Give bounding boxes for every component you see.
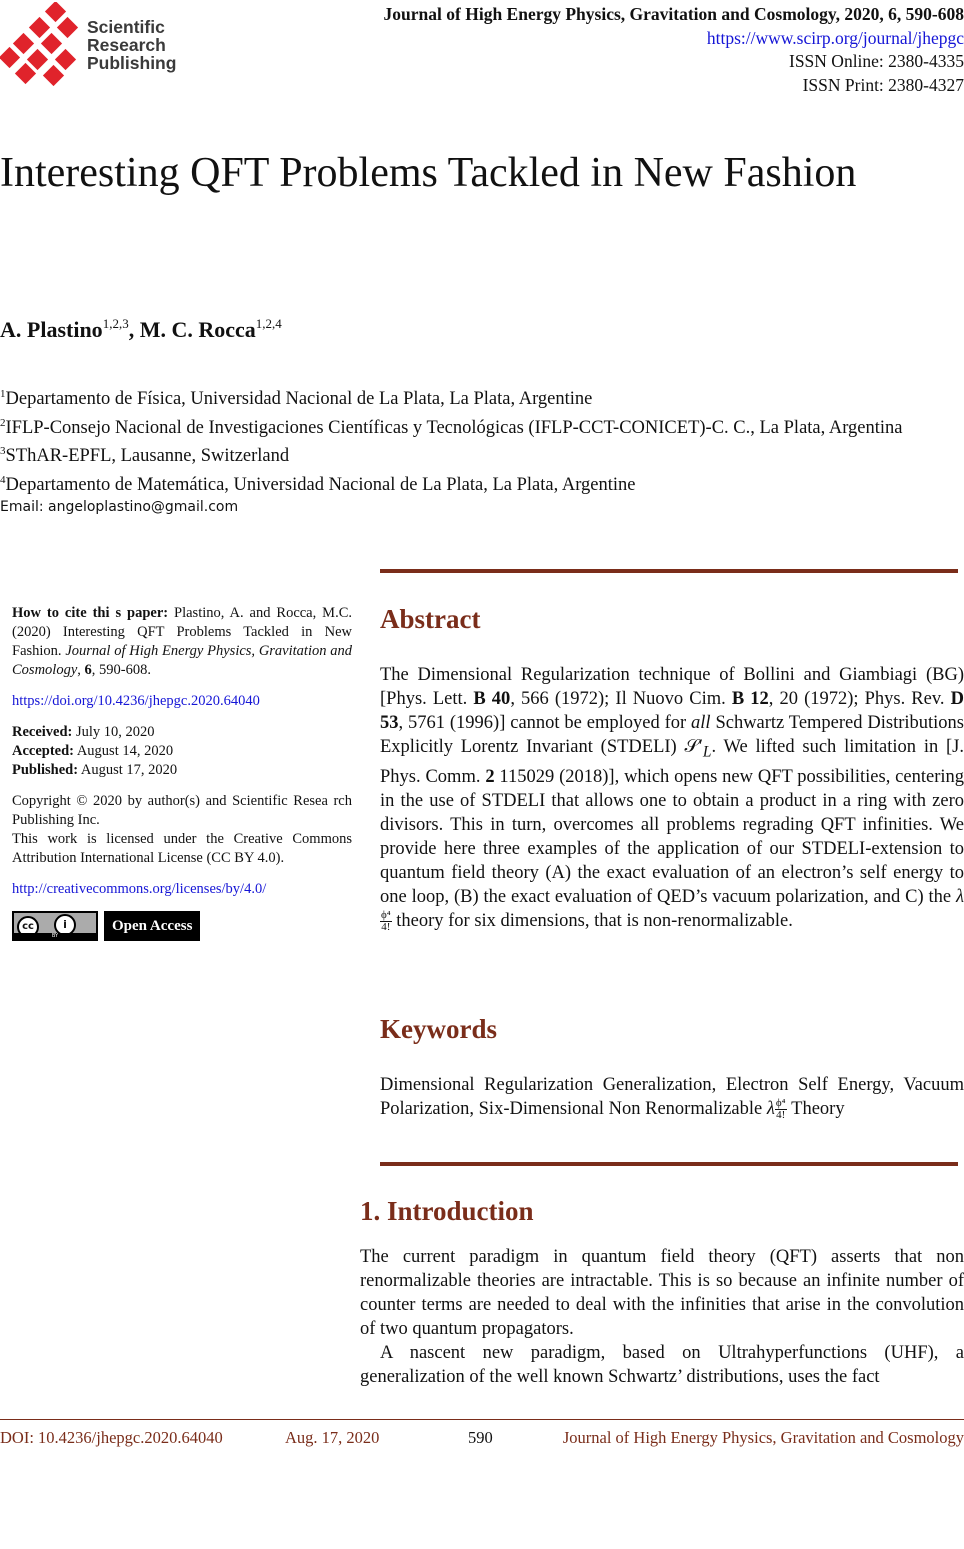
abstract-text: , 20 (1972); Phys. Rev. <box>768 689 951 709</box>
citation-block <box>12 604 352 680</box>
affiliation-text: Departamento de Matemática, Universidad Nacional de La Plata, La Plata, Argentine <box>5 474 636 495</box>
cite-volume: 6 <box>84 662 92 678</box>
keywords-body <box>380 1073 964 1121</box>
page-number: 590 <box>468 1428 493 1447</box>
abstract-text: theory for six dimensions, that is non-renormalizable. <box>391 910 793 931</box>
attribution-icon: i <box>54 914 76 936</box>
affiliations <box>0 383 964 517</box>
author-name: A. Plastino <box>0 317 103 342</box>
abstract-ref-volume: D 53 <box>380 689 964 733</box>
fraction-denominator: 4! <box>776 1109 786 1122</box>
math-fraction <box>775 1098 787 1121</box>
sidebar <box>12 604 352 941</box>
keywords-text: Dimensional Regularization Generalization, Electron Self Energy, Vacuum Polarization, Six-Dimensional Non Renormalizable <box>380 1075 964 1119</box>
accepted-date: August 14, 2020 <box>74 743 174 759</box>
introduction-body <box>360 1245 964 1389</box>
received-date: July 10, 2020 <box>72 724 155 740</box>
abstract-ref-volume: B 40 <box>473 689 511 709</box>
publisher-name-line1: Scientific <box>87 17 165 37</box>
journal-header <box>384 3 964 97</box>
published-label: Published: <box>12 762 79 778</box>
affiliation-item <box>0 469 964 498</box>
cite-journal: Journal of High Energy Physics, Gravitation and Cosmology <box>12 643 353 678</box>
affiliation-sup: 2 <box>0 416 6 429</box>
affiliation-sup: 4 <box>0 473 6 486</box>
publisher-name-line3: Publishing <box>87 53 177 73</box>
publisher-logo <box>0 2 190 88</box>
journal-url-link[interactable]: https://www.scirp.org/journal/jhepgc <box>706 27 964 48</box>
affiliation-text: SThAR-EPFL, Lausanne, Switzerland <box>5 446 290 466</box>
diamond-logo-icon <box>0 2 80 88</box>
abstract-ref-volume: B 12 <box>731 689 769 709</box>
author-affil-sup: 1,2,3 <box>102 316 129 331</box>
author-separator: , <box>128 317 140 342</box>
math-fraction <box>380 910 392 933</box>
affiliation-sup: 3 <box>0 445 6 457</box>
math-space-symbol <box>684 737 712 761</box>
by-label: BY <box>14 933 96 939</box>
intro-paragraph: A nascent new paradigm, based on Ultrahyperfunctions (UHF), a generalization of the well known Schwartz’ distributions, uses the fact <box>360 1343 964 1387</box>
cite-label: How to cite thi s paper: <box>12 605 169 621</box>
abstract-heading: Abstract <box>380 604 481 634</box>
abstract-text: . We lifted such limitation in [J. Phys. Comm. <box>380 737 964 787</box>
author-affil-sup: 1,2,4 <box>255 316 282 331</box>
doi-link[interactable]: https://doi.org/10.4236/jhepgc.2020.64040 <box>12 693 260 709</box>
copyright-text: Copyright © 2020 by author(s) and Scientific Resea rch Publishing Inc. <box>12 793 352 828</box>
affiliation-text: Departamento de Física, Universidad Nacional de La Plata, La Plata, Argentine <box>5 389 593 409</box>
dates-block <box>12 723 352 780</box>
author-email: Email: angeloplastino@gmail.com <box>0 499 239 515</box>
footer-rule <box>0 1419 964 1420</box>
keywords-text: Theory <box>786 1099 845 1119</box>
math-lambda: λ <box>766 1099 775 1119</box>
accepted-label: Accepted: <box>12 743 75 759</box>
issn-print: ISSN Print: 2380-4327 <box>802 74 964 95</box>
math-subscript: L <box>702 743 712 761</box>
affiliation-item <box>0 440 964 469</box>
abstract-emphasis: all <box>691 713 711 733</box>
author-list <box>0 316 282 343</box>
abstract-text: 115029 (2018)], which opens new QFT possibilities, centering in the use of STDELI that allows one to obtain a product in a ring with zero divisors. This in turn, overcomes all problems regrading QFT infinities. We provide here three examples of the application of our STDELI-extension to quantum field theory (A) the exact evaluation of an electron’s self energy to one loop, (B) the exact evaluation of QED’s vacuum polarization, and C) the <box>380 766 964 907</box>
license-text: This work is licensed under the Creative Commons Attribution International License (CC BY 4.0). <box>12 831 352 866</box>
affiliation-item <box>0 383 964 412</box>
received-label: Received: <box>12 724 73 740</box>
journal-citation: Journal of High Energy Physics, Gravitation and Cosmology, 2020, 6, 590-608 <box>383 4 964 24</box>
license-badges <box>12 911 352 941</box>
cite-pages: , 590-608. <box>91 662 151 678</box>
published-date: August 17, 2020 <box>78 762 178 778</box>
abstract-text: The Dimensional Regularization technique of Bollini and Giambiagi (BG) [Phys. Lett. <box>380 665 964 709</box>
fraction-numerator: ϕ⁴ <box>775 1097 786 1110</box>
author-name: M. C. Rocca <box>139 317 256 342</box>
cite-sep: , <box>77 662 85 678</box>
abstract-text: , 5761 (1996)] cannot be employed for <box>398 713 692 733</box>
cc-by-badge[interactable] <box>12 911 98 941</box>
math-s-symbol: 𝒮′ <box>684 737 703 757</box>
keywords-heading: Keywords <box>380 1014 497 1044</box>
affiliation-item <box>0 412 964 441</box>
issn-online: ISSN Online: 2380-4335 <box>789 51 964 71</box>
paper-title: Interesting QFT Problems Tackled in New Fashion <box>0 150 857 196</box>
keywords-bottom-rule <box>380 1162 958 1166</box>
license-block <box>12 792 352 868</box>
abstract-ref-volume: 2 <box>485 766 495 787</box>
abstract-top-rule <box>380 569 958 573</box>
publisher-name-line2: Research <box>87 35 166 55</box>
affiliation-sup: 1 <box>0 388 6 400</box>
intro-paragraph: The current paradigm in quantum field theory (QFT) asserts that non renormalizable theories are intractable. This is so because an infinite number of counter terms are needed to deal with the infinities that arise in the convolution of two quantum propagators. <box>360 1247 964 1339</box>
introduction-heading: 1. Introduction <box>360 1196 534 1226</box>
cc-icon: cc <box>17 916 39 938</box>
publisher-name <box>87 18 176 72</box>
math-lambda: λ <box>955 886 964 907</box>
footer-journal: Journal of High Energy Physics, Gravitation and Cosmology <box>562 1428 964 1447</box>
footer-doi: DOI: 10.4236/jhepgc.2020.64040 <box>0 1428 223 1447</box>
footer-date: Aug. 17, 2020 <box>285 1428 380 1447</box>
fraction-numerator: ϕ⁴ <box>381 908 391 921</box>
open-access-badge: Open Access <box>104 911 200 941</box>
license-link[interactable]: http://creativecommons.org/licenses/by/4.0/ <box>12 881 267 897</box>
abstract-body <box>380 663 964 933</box>
affiliation-text: IFLP-Consejo Nacional de Investigaciones Científicas y Tecnológicas (IFLP-CCT-CONICET)-C. C., La Plata, Argentina <box>5 417 903 438</box>
fraction-denominator: 4! <box>381 920 391 933</box>
abstract-text: , 566 (1972); Il Nuovo Cim. <box>510 689 732 709</box>
abstract-text: Schwartz Tempered Distributions Explicitly Lorentz Invariant (STDELI) <box>380 713 964 757</box>
cite-text: Plastino, A. and Rocca, M.C. (2020) Interesting QFT Problems Tackled in New Fashion. <box>12 605 352 659</box>
